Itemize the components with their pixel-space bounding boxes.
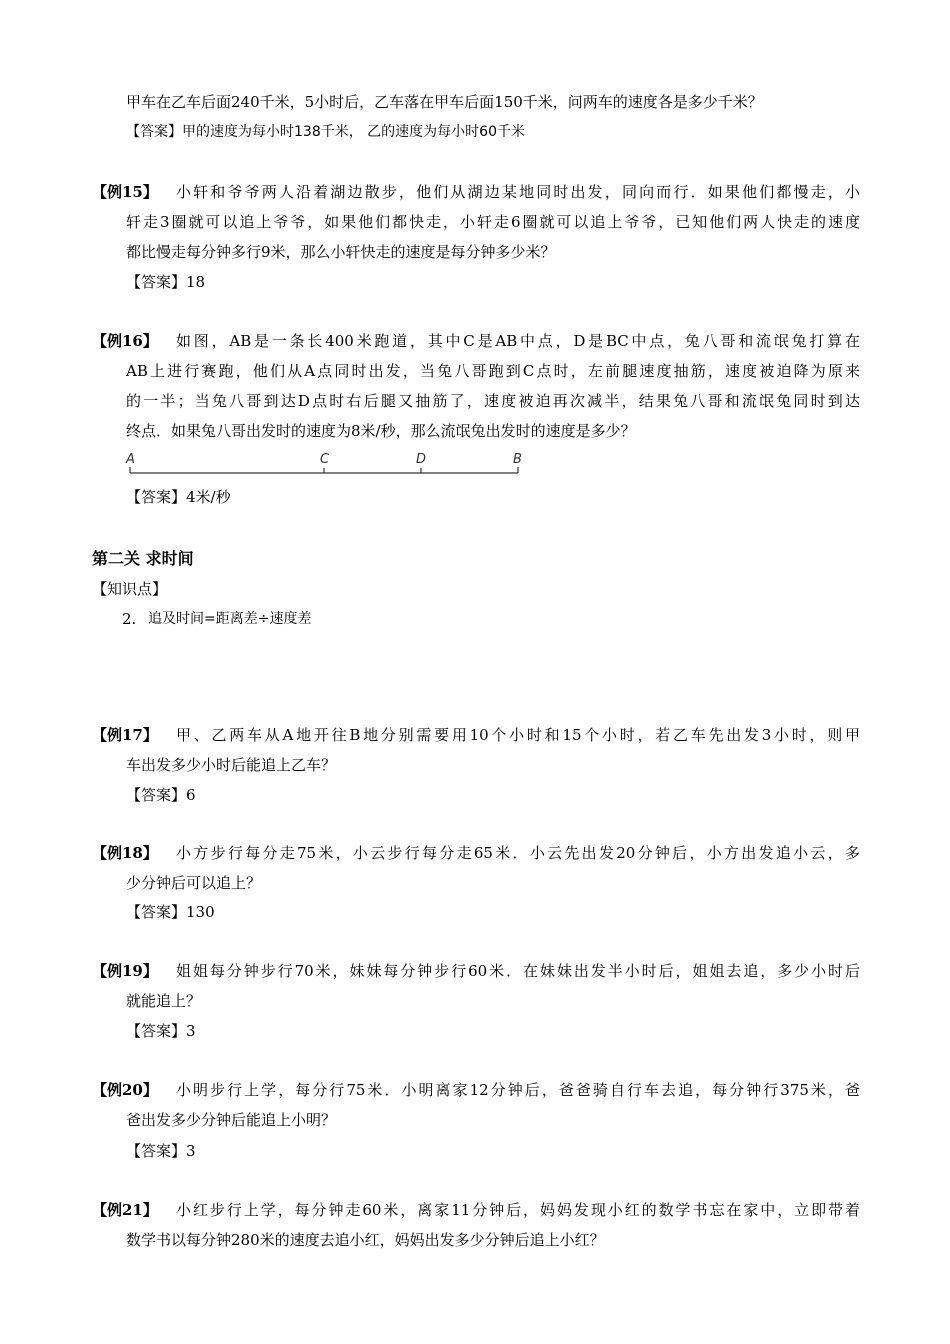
example-18-answer: 【答案】130 [126, 903, 215, 921]
example-17-line-1: 甲、乙两车从A地开往B地分别需要用10个小时和15个小时，若乙车先出发3小时，则甲 [176, 726, 860, 744]
intro-answer: 【答案】甲的速度为每小时138千米， 乙的速度为每小时60千米 [126, 124, 525, 140]
example-15-line-3: 都比慢走每分钟多行9米，那么小轩快走的速度是每分钟多少米？ [126, 243, 556, 261]
example-20-tag: 【例20】 [92, 1081, 158, 1099]
example-18-tag: 【例18】 [92, 844, 158, 862]
label-d: D [416, 452, 427, 467]
label-c: C [320, 452, 330, 467]
example-18-line-2: 少分钟后可以追上？ [126, 874, 262, 892]
example-16-tag: 【例16】 [92, 332, 158, 350]
track-diagram [122, 448, 542, 482]
example-17-tag: 【例17】 [92, 726, 158, 744]
formula-text: 追及时间=距离差÷速度差 [148, 611, 312, 627]
example-21-line-2: 数学书以每分钟280米的速度去追小红，妈妈出发多少分钟后追上小红？ [126, 1231, 605, 1249]
example-18-line-1: 小方步行每分走75米，小云步行每分走65米．小云先出发20分钟后，小方出发追小云，多 [176, 844, 860, 862]
example-19-line-2: 就能追上？ [126, 992, 202, 1010]
example-16-line-3: 的一半；当兔八哥到达D点时右后腿又抽筋了，速度被迫再次减半，结果兔八哥和流氓兔同时到达 [126, 392, 860, 410]
label-a: A [126, 452, 135, 467]
intro-question: 甲车在乙车后面240千米，5小时后，乙车落在甲车后面150千米，问两车的速度各是多少千米？ [126, 93, 763, 111]
example-16-answer: 【答案】4米/秒 [126, 488, 231, 506]
example-15-line-2: 轩走3圈就可以追上爷爷，如果他们都快走，小轩走6圈就可以追上爷爷，已知他们两人快走的速度 [126, 213, 860, 231]
knowledge-label: 【知识点】 [92, 580, 168, 598]
example-17-answer: 【答案】6 [126, 786, 196, 804]
example-21-tag: 【例21】 [92, 1201, 158, 1219]
example-19-answer: 【答案】3 [126, 1022, 196, 1040]
example-16-line-1: 如图，AB是一条长400米跑道，其中C是AB中点，D是BC中点，兔八哥和流氓兔打算在 [176, 332, 860, 350]
example-15-tag: 【例15】 [92, 183, 158, 201]
example-20-line-1: 小明步行上学，每分行75米．小明离家12分钟后，爸爸骑自行车去追，每分钟行375米，爸 [176, 1081, 860, 1099]
formula-number: 2. [122, 610, 137, 628]
label-b: B [513, 452, 522, 467]
example-20-answer: 【答案】3 [126, 1142, 196, 1160]
example-15-answer: 【答案】18 [126, 273, 206, 291]
example-17-line-2: 车出发多少小时后能追上乙车？ [126, 756, 337, 774]
example-19-tag: 【例19】 [92, 962, 158, 980]
section-2-title: 第二关 求时间 [92, 549, 194, 568]
example-21-line-1: 小红步行上学，每分钟走60米，离家11分钟后，妈妈发现小红的数学书忘在家中，立即带着 [176, 1201, 860, 1219]
example-19-line-1: 姐姐每分钟步行70米，妹妹每分钟步行60米．在妹妹出发半小时后，姐姐去追，多少小时后 [176, 962, 860, 980]
example-16-line-2: AB上进行赛跑，他们从A点同时出发，当兔八哥跑到C点时，左前腿速度抽筋，速度被迫降为原来 [126, 362, 860, 380]
example-15-line-1: 小轩和爷爷两人沿着湖边散步，他们从湖边某地同时出发，同向而行．如果他们都慢走，小 [176, 183, 860, 201]
example-20-line-2: 爸出发多少分钟后能追上小明？ [126, 1111, 337, 1129]
example-16-line-4: 终点．如果兔八哥出发时的速度为8米/秒，那么流氓兔出发时的速度是多少？ [126, 422, 636, 440]
